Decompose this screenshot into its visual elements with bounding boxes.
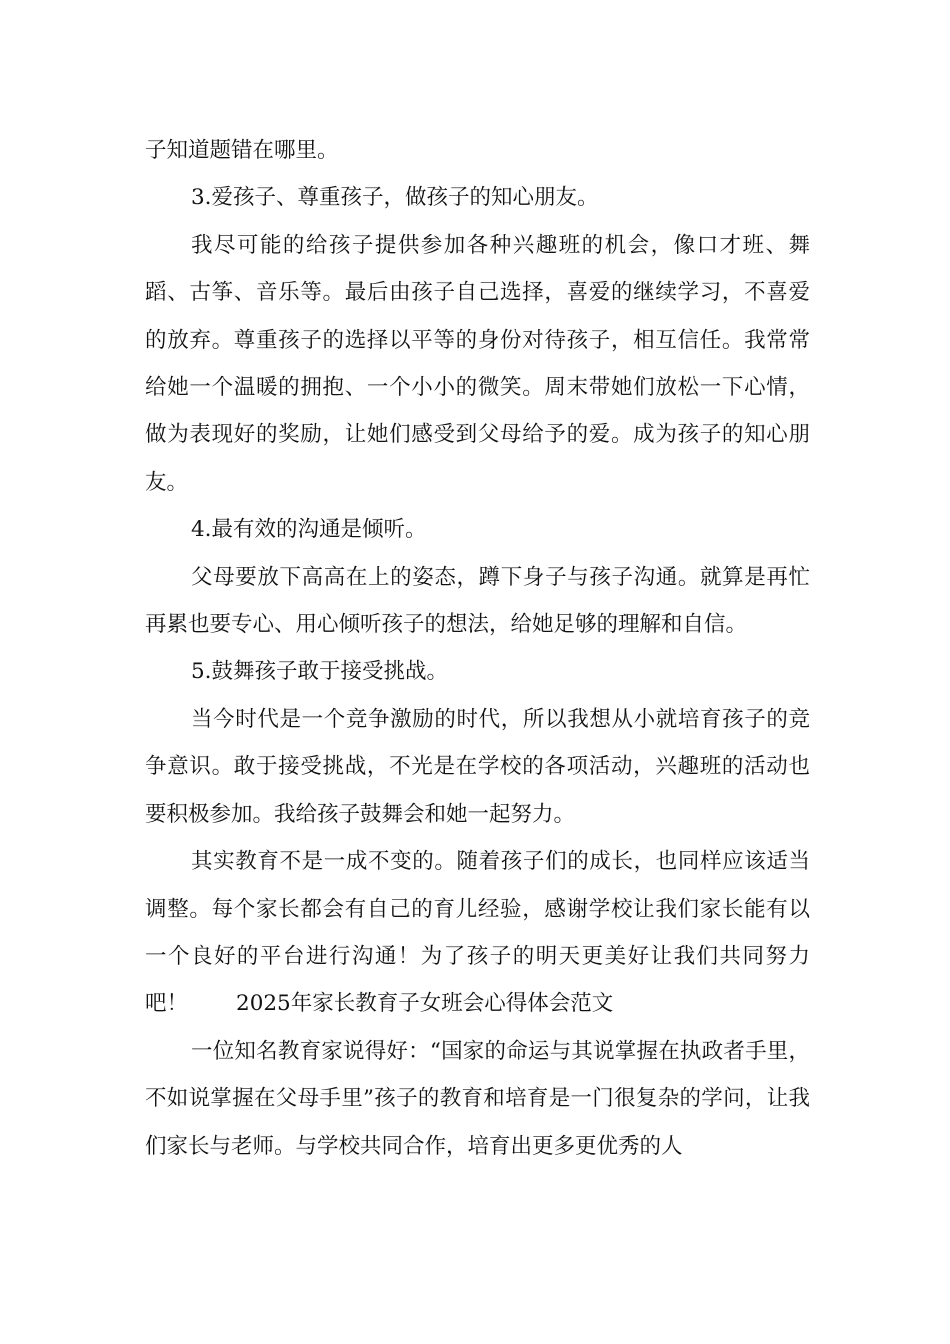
paragraph-educator-quote: 一位知名教育家说得好：“国家的命运与其说掌握在执政者手里，不如说掌握在父母手里”孩子的教育和培育是一门很复杂的学问，让我们家长与老师。与学校共同合作，培育出更多更优秀的人 (145, 1038, 810, 1159)
paragraph-listening: 父母要放下高高在上的姿态，蹲下身子与孩子沟通。就算是再忙再累也要专心、用心倾听孩子的想法，给她足够的理解和自信。 (145, 564, 810, 638)
paragraph-challenge: 当今时代是一个竞争激励的时代，所以我想从小就培育孩子的竞争意识。敢于接受挑战，不光是在学校的各项活动，兴趣班的活动也要积极参加。我给孩子鼓舞会和她一起努力。 (145, 706, 810, 827)
body-text (145, 127, 810, 1170)
paragraph-interest-classes: 我尽可能的给孩子提供参加各种兴趣班的机会，像口才班、舞蹈、古筝、音乐等。最后由孩子自己选择，喜爱的继续学习，不喜爱的放弃。尊重孩子的选择以平等的身份对待孩子，相互信任。我常常给她一个温暖的拥抱、一个小小的微笑。周末带她们放松一下心情，做为表现好的奖励，让她们感受到父母给予的爱。成为孩子的知心朋友。 (145, 232, 810, 495)
paragraph-continuation: 子知道题错在哪里。 (145, 138, 339, 163)
numbered-heading-4: 4.最有效的沟通是倾听。 (191, 517, 427, 543)
paragraph-conclusion (145, 838, 810, 1028)
essay-title: 2025年家长教育子女班会心得体会范文 (236, 991, 614, 1017)
conclusion-text: 其实教育不是一成不变的。随着孩子们的成长，也同样应该适当调整。每个家长都会有自己的育儿经验，感谢学校让我们家长能有以一个良好的平台进行沟通！为了孩子的明天更美好让我们共同努力吧！ (145, 849, 810, 1017)
numbered-heading-3: 3.爱孩子、尊重孩子，做孩子的知心朋友。 (191, 185, 599, 211)
numbered-heading-5: 5.鼓舞孩子敢于接受挑战。 (191, 659, 449, 685)
